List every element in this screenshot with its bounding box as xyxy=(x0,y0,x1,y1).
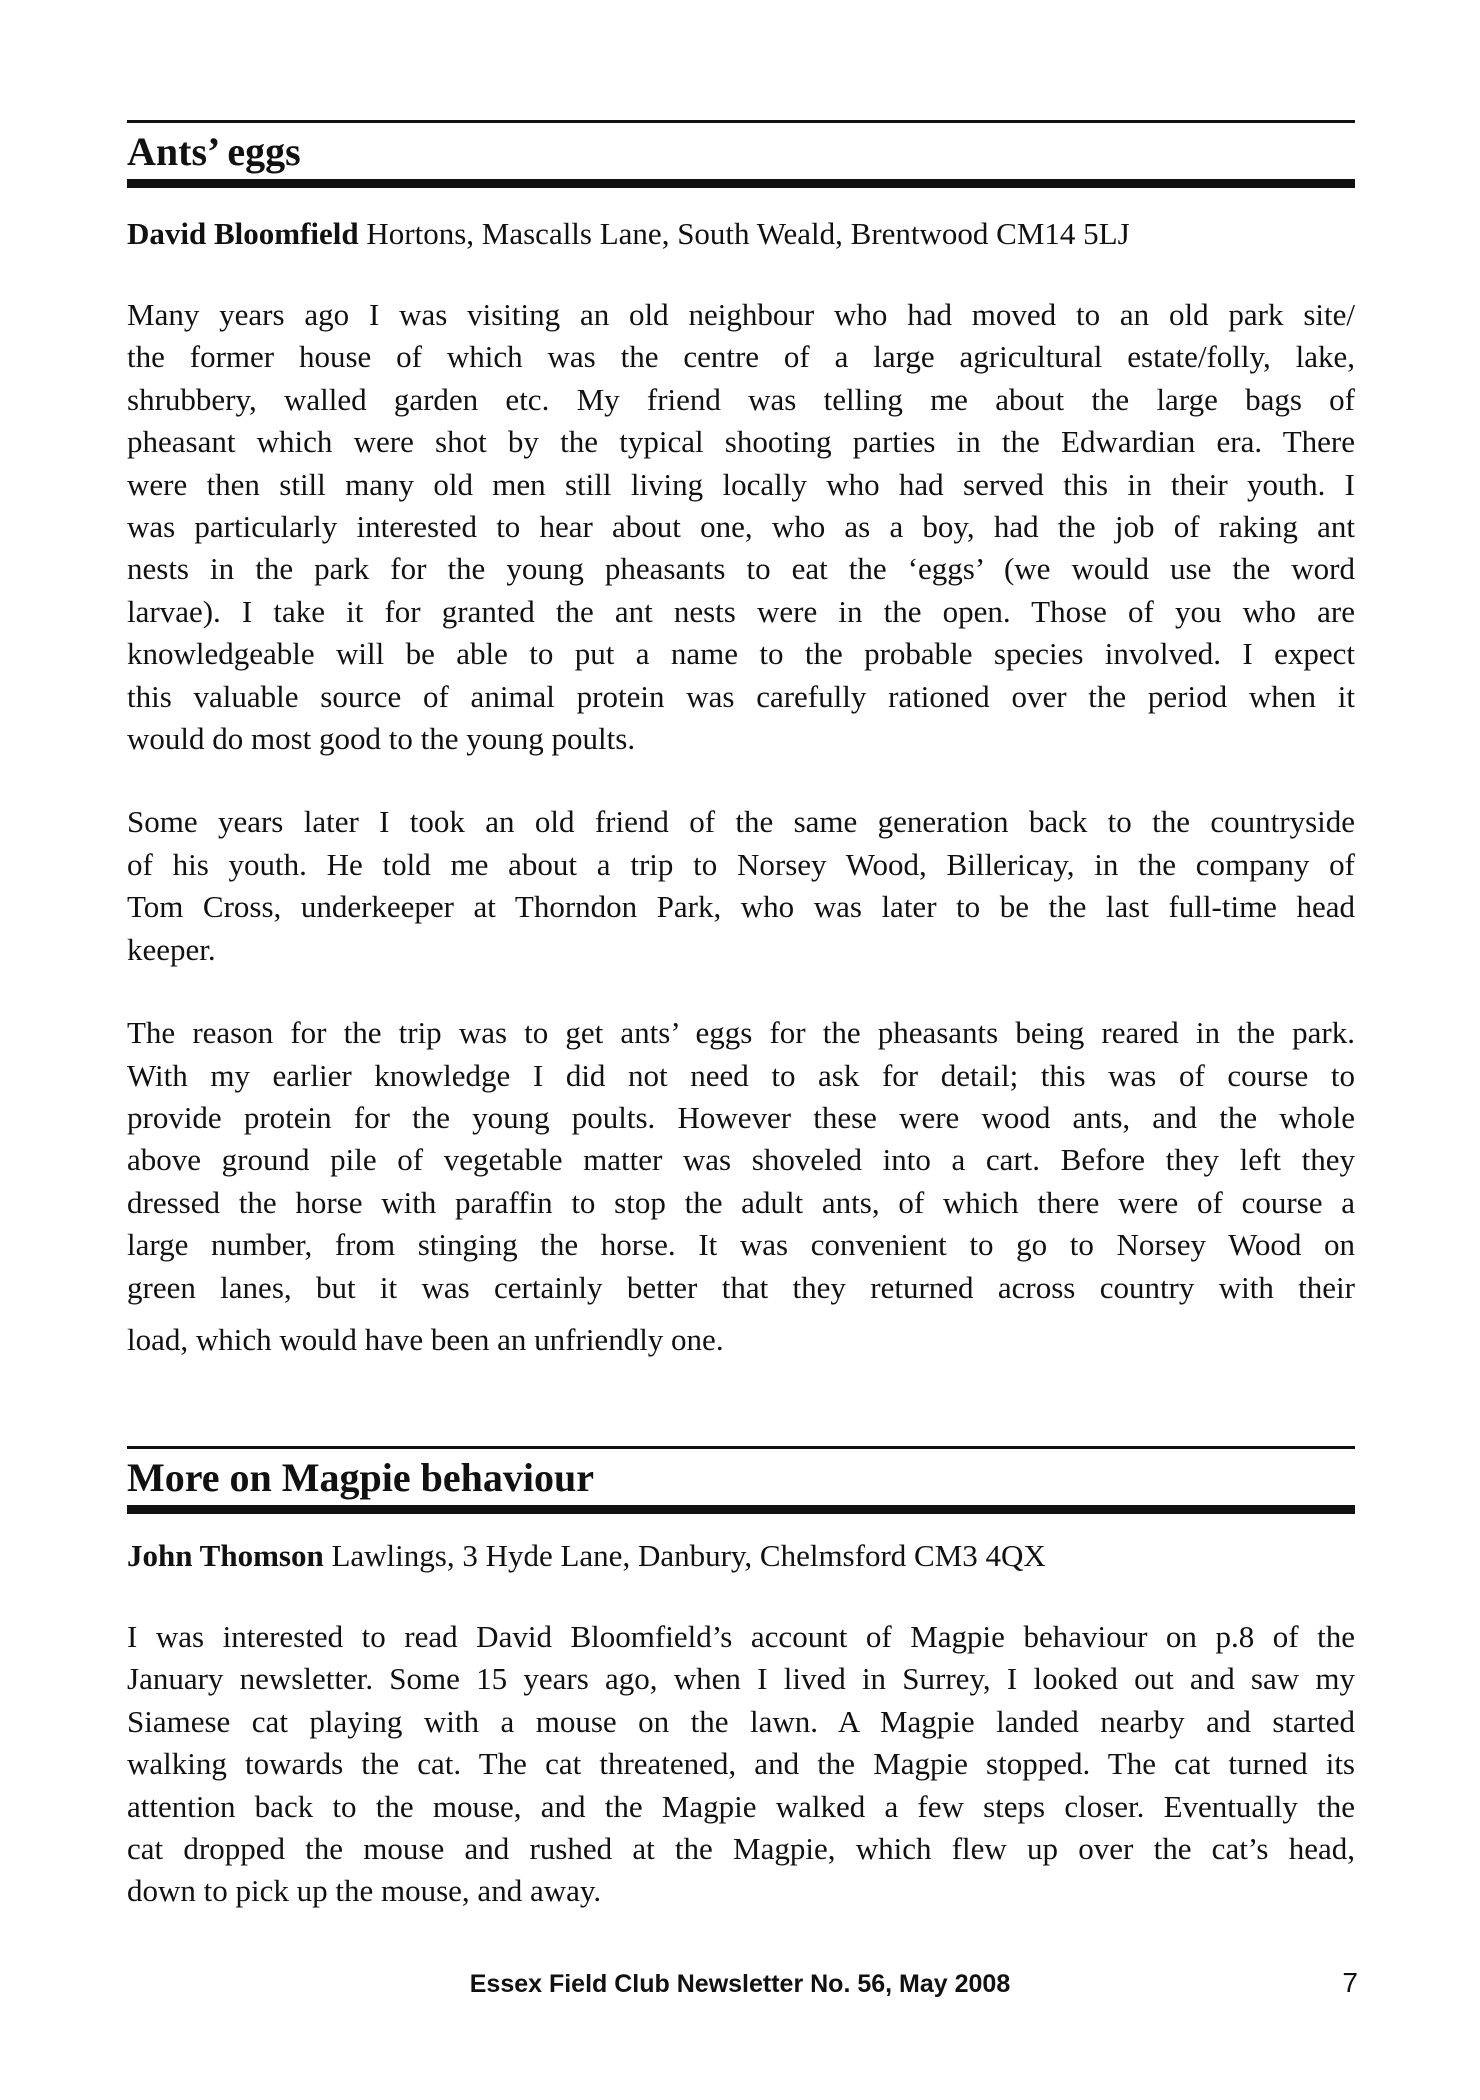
text-line: With my earlier knowledge I did not need to ask for detail; this was of course to xyxy=(127,1057,1355,1093)
text-line: larvae). I take it for granted the ant nests were in the open. Those of you who are xyxy=(127,593,1355,629)
text-line: knowledgeable will be able to put a name to the probable species involved. I expect xyxy=(127,636,1355,672)
text-line: of his youth. He told me about a trip to Norsey Wood, Billericay, in the company of xyxy=(127,846,1355,882)
text-line: walking towards the cat. The cat threatened, and the Magpie stopped. The cat turned its xyxy=(127,1746,1355,1782)
text-line: attention back to the mouse, and the Magpie walked a few steps closer. Eventually the xyxy=(127,1788,1355,1824)
text-line: Siamese cat playing with a mouse on the lawn. A Magpie landed nearby and started xyxy=(127,1703,1355,1739)
section-bottom-rule xyxy=(127,179,1355,188)
text-line: load, which would have been an unfriendly one. xyxy=(127,1321,724,1357)
byline xyxy=(127,214,1355,254)
text-line: Some years later I took an old friend of the same generation back to the countryside xyxy=(127,804,1355,840)
byline xyxy=(127,1536,1355,1576)
text-line: down to pick up the mouse, and away. xyxy=(127,1873,602,1909)
text-line: keeper. xyxy=(127,931,216,967)
text-line: The reason for the trip was to get ants’ eggs for the pheasants being reared in the park. xyxy=(127,1015,1355,1051)
author-address: Lawlings, 3 Hyde Lane, Danbury, Chelmsford CM3 4QX xyxy=(331,1538,1046,1573)
text-line: large number, from stinging the horse. It was convenient to go to Norsey Wood on xyxy=(127,1227,1355,1263)
paragraph xyxy=(127,294,1355,760)
section-title: More on Magpie behaviour xyxy=(127,1455,595,1500)
author-address: Hortons, Mascalls Lane, South Weald, Brentwood CM14 5LJ xyxy=(366,216,1130,251)
text-line: the former house of which was the centre of a large agricultural estate/folly, lake, xyxy=(127,339,1355,375)
text-line: nests in the park for the young pheasants to eat the ‘eggs’ (we would use the word xyxy=(127,551,1355,587)
text-line: this valuable source of animal protein was carefully rationed over the period when it xyxy=(127,678,1355,714)
text-line: above ground pile of vegetable matter was shoveled into a cart. Before they left they xyxy=(127,1142,1355,1178)
author-name: David Bloomfield xyxy=(127,216,359,251)
section-bottom-rule xyxy=(127,1505,1355,1514)
text-line: Many years ago I was visiting an old neighbour who had moved to an old park site/ xyxy=(127,297,1355,332)
paragraph xyxy=(127,801,1355,971)
text-line: shrubbery, walled garden etc. My friend was telling me about the large bags of xyxy=(127,381,1355,417)
section-title: Ants’ eggs xyxy=(127,129,301,174)
section-top-rule xyxy=(127,120,1355,123)
page-number: 7 xyxy=(1342,1967,1358,1998)
text-line: cat dropped the mouse and rushed at the Magpie, which flew up over the cat’s head, xyxy=(127,1831,1355,1867)
text-line: January newsletter. Some 15 years ago, when I lived in Surrey, I looked out and saw my xyxy=(127,1661,1355,1697)
text-line: were then still many old men still living locally who had served this in their youth. I xyxy=(127,466,1355,502)
section-top-rule xyxy=(127,1446,1355,1449)
newsletter-footer: Essex Field Club Newsletter No. 56, May 2008 xyxy=(469,1970,1011,1998)
author-name: John Thomson xyxy=(127,1538,324,1573)
text-line: provide protein for the young poults. However these were wood ants, and the whole xyxy=(127,1099,1355,1135)
paragraph xyxy=(127,1616,1355,1913)
text-line: I was interested to read David Bloomfield’s account of Magpie behaviour on p.8 of the xyxy=(127,1619,1355,1654)
text-line: dressed the horse with paraffin to stop the adult ants, of which there were of course a xyxy=(127,1184,1355,1220)
article-ants-eggs xyxy=(127,120,1355,1361)
text-line: would do most good to the young poults. xyxy=(127,721,636,757)
text-line: pheasant which were shot by the typical shooting parties in the Edwardian era. There xyxy=(127,424,1355,460)
text-line: green lanes, but it was certainly better that they returned across country with their xyxy=(127,1269,1355,1305)
text-line: Tom Cross, underkeeper at Thorndon Park, who was later to be the last full-time head xyxy=(127,889,1355,925)
paragraph xyxy=(127,1012,1355,1361)
article-magpie-behaviour xyxy=(127,1446,1355,1913)
text-line: was particularly interested to hear about one, who as a boy, had the job of raking ant xyxy=(127,509,1355,545)
